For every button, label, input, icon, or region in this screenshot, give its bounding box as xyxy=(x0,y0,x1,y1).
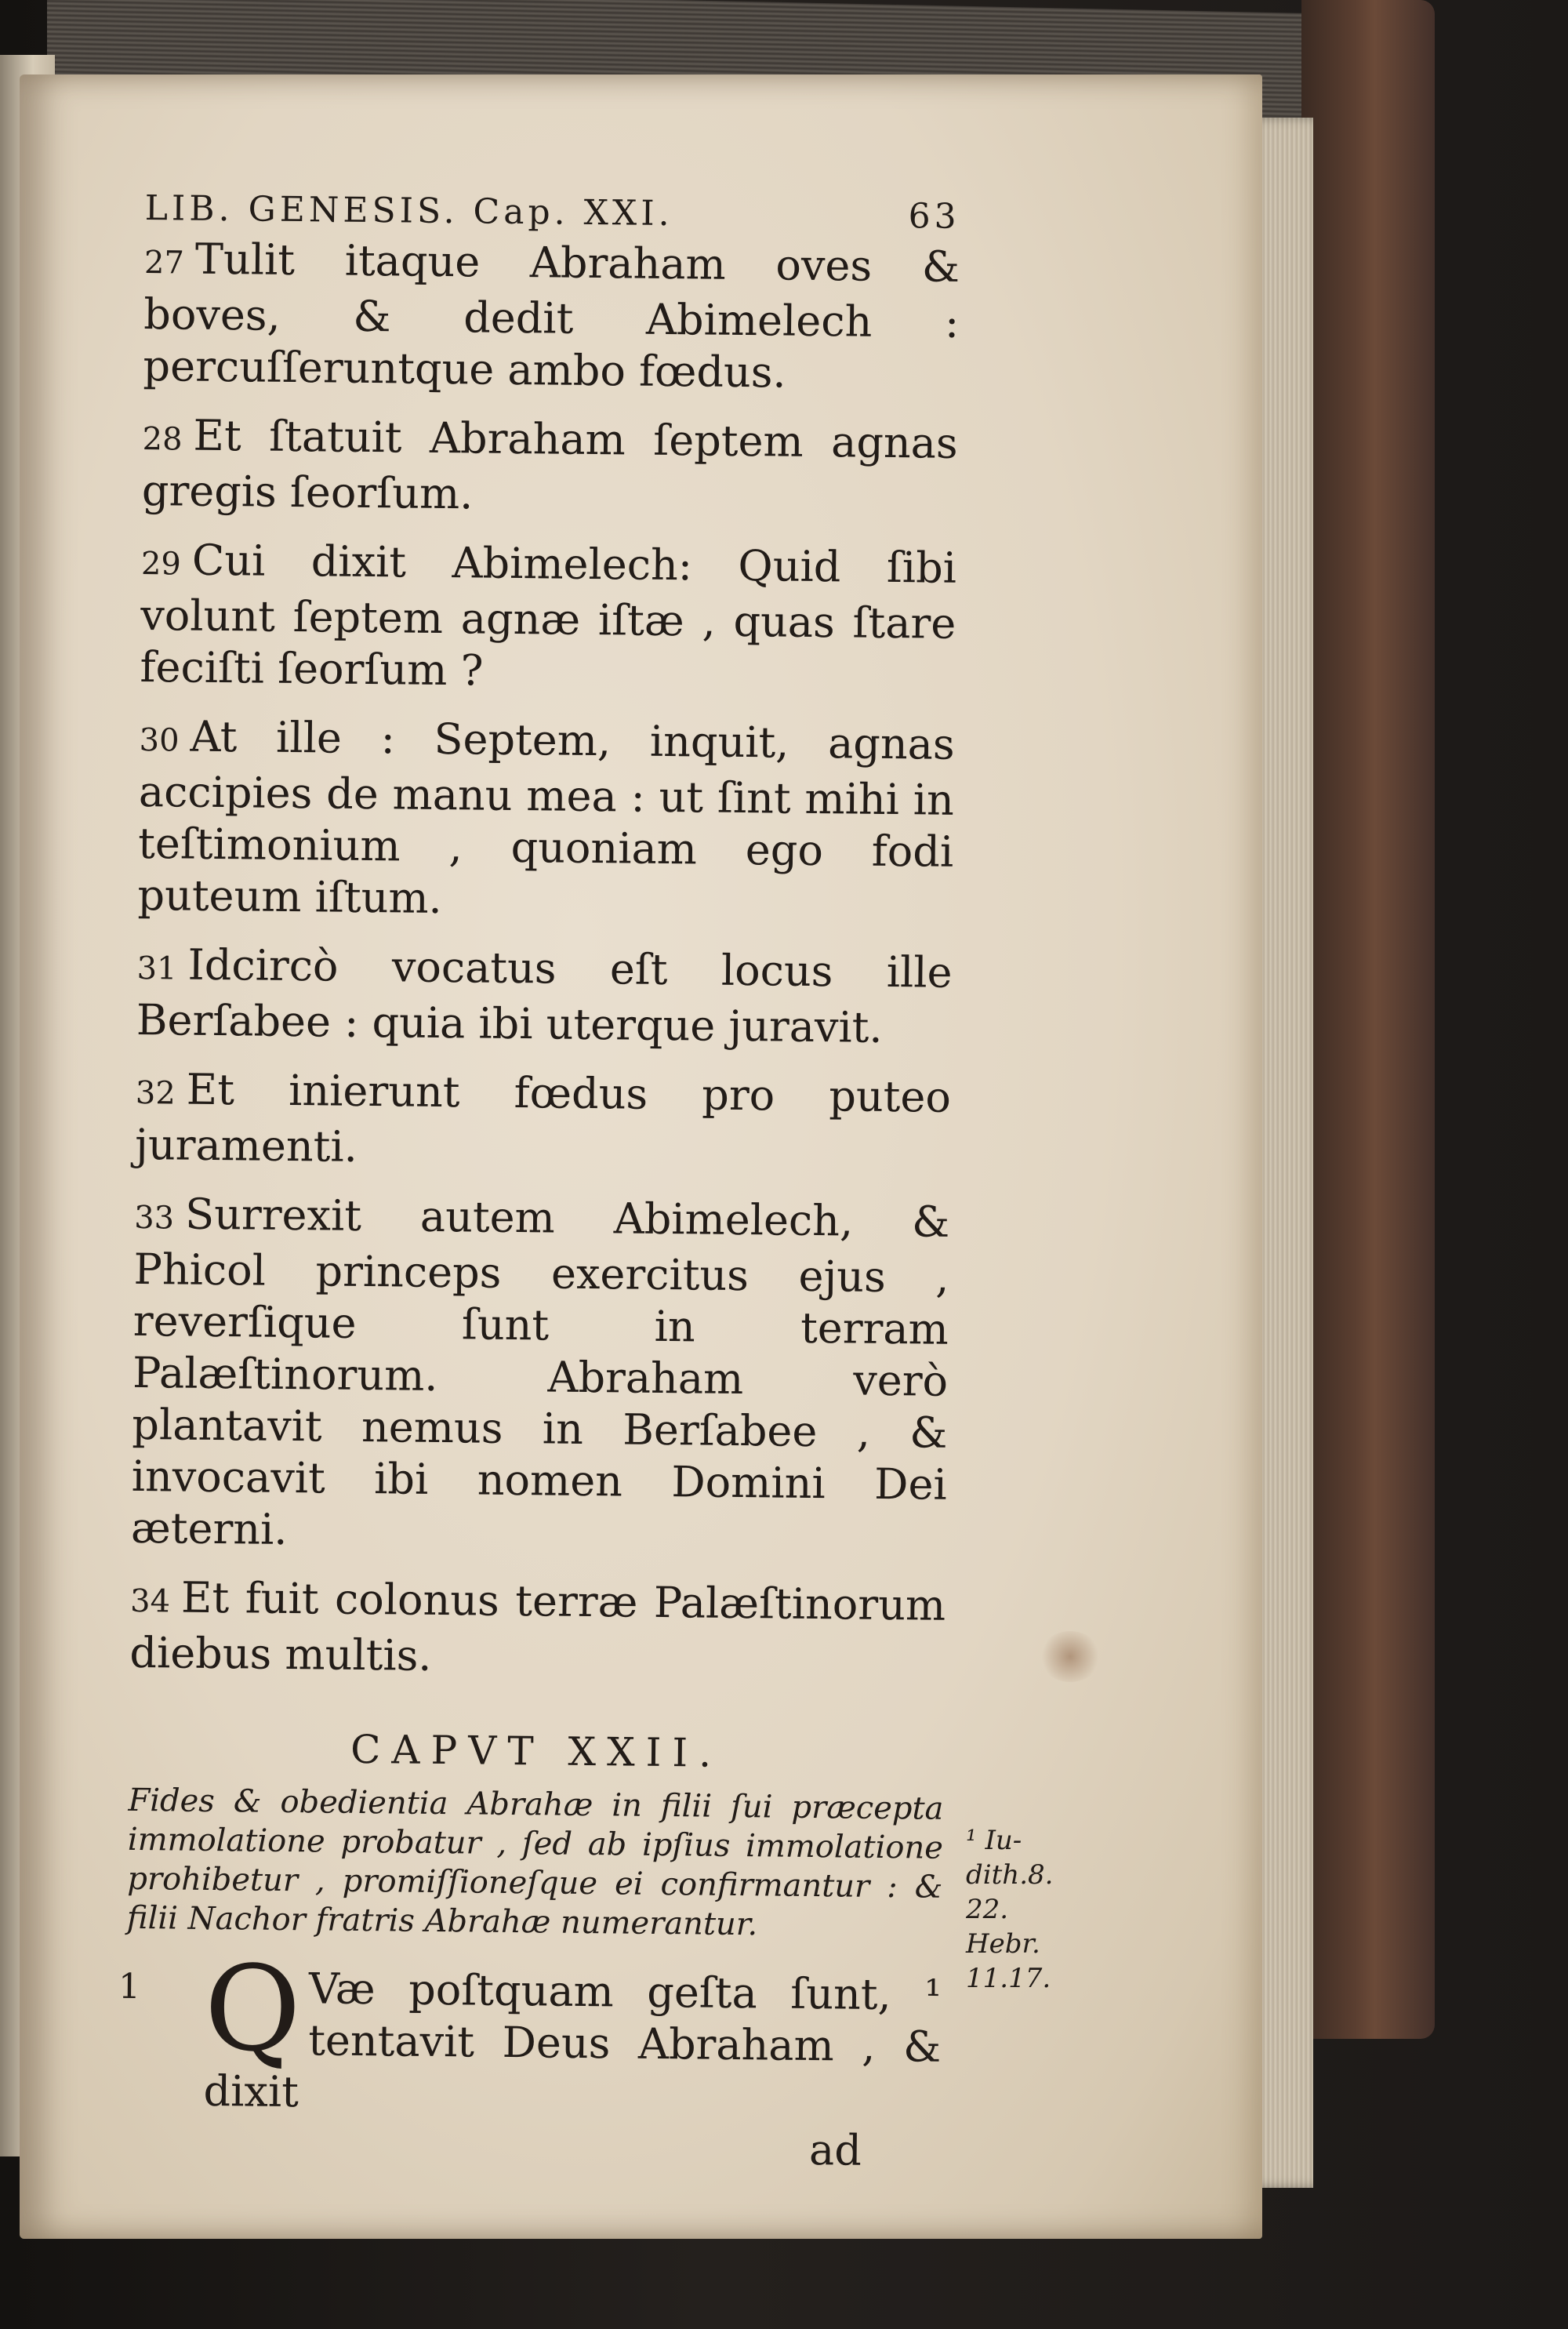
margin-note-line: 11.17. xyxy=(966,1963,1051,1994)
catchword: ad xyxy=(808,2125,862,2175)
margin-note-line: Hebr. xyxy=(966,1928,1040,1960)
verse-number: 28 xyxy=(142,420,183,458)
running-head-title: LIB. GENESIS. Cap. XXI. xyxy=(144,188,673,234)
verse-text: Surrexit autem Abimelech, & Phicol princeps exercitus ejus , reverſique ſunt in terram Palæſtinorum. Abraham verò plantavit nemus in Berſabee , & invocavit ibi nomen Domini Dei æterni. xyxy=(130,1189,950,1554)
verse-text: Væ poſtquam geſta ſunt, ¹ tentavit Deus Abraham , & dixit xyxy=(203,1964,942,2117)
verse-number: 27 xyxy=(143,244,185,282)
margin-note-line: dith.8. xyxy=(966,1859,1054,1891)
verse-30 xyxy=(137,710,955,930)
margin-reference-note xyxy=(966,1823,1052,1996)
verse-1 xyxy=(118,1940,942,2125)
verse-text: Cui dixit Abimelech: Quid ſibi volunt ſeptem agnæ iſtæ , quas ſtare feciſti ſeorſum ? xyxy=(140,535,957,696)
verse-text: Tulit itaque Abraham oves & boves, & dedit Abimelech : percuſſeruntque ambo fœdus. xyxy=(143,234,960,398)
drop-cap: Q xyxy=(203,1940,302,2079)
verse-text: Idcircò vocatus eſt locus ille Berſabee : quia ibi uterque juravit. xyxy=(136,939,953,1052)
page-number: 63 xyxy=(908,196,960,237)
running-head xyxy=(144,188,960,237)
verse-28 xyxy=(142,409,958,525)
page-stain xyxy=(1039,1631,1102,1682)
verse-31 xyxy=(136,939,953,1055)
verse-34 xyxy=(129,1571,946,1688)
verse-number: 31 xyxy=(136,950,177,987)
page-text xyxy=(118,188,960,2176)
verse-number: 30 xyxy=(139,721,180,759)
verse-text: Et ſtatuit Abraham ſeptem agnas gregis ſeorſum. xyxy=(141,410,958,519)
verse-number: 29 xyxy=(140,545,182,583)
verse-number: 1 xyxy=(118,1966,141,2007)
verse-27 xyxy=(143,233,960,401)
book-cover-edge xyxy=(1301,0,1435,2039)
chapter-summary: Fides & obedientia Abrahæ in filii ſui præcepta immolatione probatur , ſed ab ipſius immolatione prohibetur , promiſſioneſque ei confirmantur : & filii Nachor fratris Abrahæ numerantur. xyxy=(126,1782,944,1943)
chapter-heading: CAPVT XXII. xyxy=(350,1726,723,1776)
margin-note-line: ¹ Iu- xyxy=(966,1825,1022,1856)
verse-text: Et inierunt fœdus pro puteo juramenti. xyxy=(134,1064,952,1172)
verse-number: 34 xyxy=(129,1582,171,1620)
verse-number: 32 xyxy=(135,1074,176,1112)
verse-number: 33 xyxy=(134,1199,175,1237)
verse-text: Et fuit colonus terræ Palæſtinorum diebus multis. xyxy=(129,1572,946,1680)
margin-note-line: 22. xyxy=(966,1894,1009,1925)
verse-33 xyxy=(131,1188,950,1563)
verse-text: At ille : Septem, inquit, agnas accipies de manu mea : ut ſint mihi in teſtimonium , quoniam ego fodi puteum iſtum. xyxy=(137,711,955,924)
verse-32 xyxy=(135,1063,951,1179)
verse-29 xyxy=(140,534,956,702)
